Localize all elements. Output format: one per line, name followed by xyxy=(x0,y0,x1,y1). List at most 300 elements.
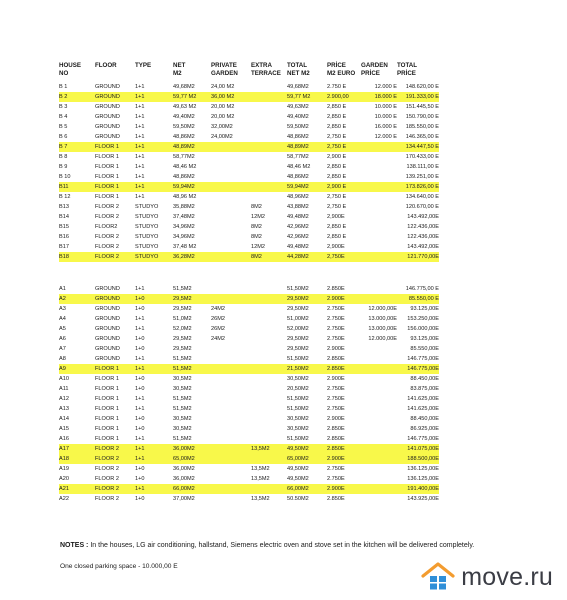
cell-type: 1+1 xyxy=(135,406,145,412)
cell-total: 51,00M2 xyxy=(287,316,309,322)
cell-pm2: 2.750E xyxy=(327,466,345,472)
header-floor: FLOOR xyxy=(95,62,117,69)
cell-gp xyxy=(361,142,397,152)
cell-net: 36,00M2 xyxy=(173,476,195,482)
cell-terrace: 8M2 xyxy=(251,224,262,230)
cell-terrace xyxy=(251,284,287,294)
cell-total: 48,46 M2 xyxy=(287,164,311,170)
cell-tp: 146.775,00E xyxy=(397,364,439,374)
cell-type: 1+0 xyxy=(135,294,173,304)
cell-no: A7 xyxy=(59,346,66,352)
cell-total: 30,50M2 xyxy=(287,376,309,382)
cell-terrace xyxy=(251,92,287,102)
cell-tp: 150.790,00 E xyxy=(405,114,439,120)
cell-tp: 185.550,00 E xyxy=(405,124,439,130)
notes-label: NOTES : xyxy=(60,542,89,549)
cell-type: 1+1 xyxy=(135,326,145,332)
cell-no: B15 xyxy=(59,224,69,230)
cell-floor: FLOOR 1 xyxy=(95,386,119,392)
cell-tp: 93.125,00E xyxy=(410,336,439,342)
cell-no: A8 xyxy=(59,356,66,362)
cell-net: 51,5M2 xyxy=(173,436,192,442)
cell-gp xyxy=(361,344,397,354)
cell-no: A1 xyxy=(59,286,66,292)
cell-garden xyxy=(211,294,251,304)
table-row xyxy=(59,112,439,122)
cell-no: B11 xyxy=(59,182,95,192)
cell-gp xyxy=(361,212,397,222)
cell-no: B 7 xyxy=(59,142,95,152)
header-total: TOTAL NET M2 xyxy=(287,62,310,77)
cell-floor: FLOOR 2 xyxy=(95,234,119,240)
cell-type: 1+0 xyxy=(135,346,145,352)
cell-terrace xyxy=(251,142,287,152)
cell-tp: 146.775,00E xyxy=(407,356,439,362)
cell-tp: 143.925,00E xyxy=(407,496,439,502)
table-row xyxy=(59,374,439,384)
watermark-text: move.ru xyxy=(461,562,553,591)
cell-terrace xyxy=(251,192,287,202)
cell-pm2: 2,900 E xyxy=(327,182,361,192)
cell-terrace xyxy=(251,132,287,142)
cell-no: A6 xyxy=(59,336,66,342)
cell-tp: 141.625,00E xyxy=(407,406,439,412)
cell-pm2: 2,900E xyxy=(327,214,345,220)
table-row xyxy=(59,464,439,474)
cell-net: 29,5M2 xyxy=(173,306,192,312)
cell-total: 49,48M2 xyxy=(287,214,309,220)
cell-total: 51,50M2 xyxy=(287,286,309,292)
table-row xyxy=(59,304,439,314)
cell-net: 48,86M2 xyxy=(173,174,195,180)
cell-no: B 4 xyxy=(59,114,68,120)
cell-gp xyxy=(361,494,397,504)
cell-net: 48,86M2 xyxy=(173,134,195,140)
cell-floor: GROUND xyxy=(95,306,120,312)
cell-gp: 16.000 E xyxy=(374,124,397,130)
cell-net: 59,50M2 xyxy=(173,124,195,130)
cell-net: 37,00M2 xyxy=(173,496,195,502)
cell-tp: 146.775,00 E xyxy=(405,286,439,292)
cell-total: 51,50M2 xyxy=(287,406,309,412)
cell-tp: 88.450,00E xyxy=(410,376,439,382)
cell-garden xyxy=(211,404,251,414)
cell-type: 1+1 xyxy=(135,134,145,140)
cell-no: A18 xyxy=(59,454,95,464)
cell-floor: GROUND xyxy=(95,92,135,102)
cell-total: 29,50M2 xyxy=(287,294,327,304)
cell-type: 1+0 xyxy=(135,336,145,342)
cell-garden: 24,00 M2 xyxy=(211,84,235,90)
cell-gp xyxy=(361,192,397,202)
notes xyxy=(60,542,474,549)
cell-terrace xyxy=(251,484,287,494)
cell-floor: GROUND xyxy=(95,346,120,352)
cell-no: A16 xyxy=(59,436,69,442)
cell-garden xyxy=(211,182,251,192)
cell-floor: GROUND xyxy=(95,356,120,362)
cell-no: A3 xyxy=(59,306,66,312)
cell-pm2: 2.850E xyxy=(327,436,345,442)
header-tp: TOTAL PRİCE xyxy=(397,62,418,77)
cell-no: A20 xyxy=(59,476,69,482)
cell-pm2: 2.750E xyxy=(327,336,345,342)
cell-no: A15 xyxy=(59,426,69,432)
cell-type: 1+0 xyxy=(135,416,145,422)
cell-gp xyxy=(361,294,397,304)
cell-type: 1+1 xyxy=(135,154,145,160)
cell-garden xyxy=(211,202,251,212)
cell-terrace xyxy=(251,324,287,334)
cell-floor: GROUND xyxy=(95,134,120,140)
cell-net: 51,5M2 xyxy=(173,406,192,412)
table-row xyxy=(59,242,439,252)
cell-floor: FLOOR 2 xyxy=(95,484,135,494)
cell-total: 48,96M2 xyxy=(287,194,309,200)
cell-terrace xyxy=(251,182,287,192)
cell-pm2: 2.850E xyxy=(327,364,361,374)
cell-gp xyxy=(361,354,397,364)
cell-floor: FLOOR 1 xyxy=(95,406,119,412)
cell-pm2: 2,900 E xyxy=(327,154,347,160)
cell-pm2: 2.900E xyxy=(327,484,361,494)
cell-type: 1+1 xyxy=(135,454,173,464)
cell-pm2: 2.900E xyxy=(327,376,345,382)
cell-tp: 143.492,00E xyxy=(407,244,439,250)
cell-floor: GROUND xyxy=(95,336,120,342)
cell-total: 65,00M2 xyxy=(287,454,327,464)
table-row xyxy=(59,202,439,212)
cell-terrace xyxy=(251,172,287,182)
cell-no: A4 xyxy=(59,316,66,322)
cell-pm2: 2.900E xyxy=(327,416,345,422)
cell-net: 48,89M2 xyxy=(173,142,211,152)
cell-total: 51,50M2 xyxy=(287,436,309,442)
cell-terrace: 13,5M2 xyxy=(251,476,270,482)
cell-net: 49,63 M2 xyxy=(173,104,197,110)
cell-total: 44,28M2 xyxy=(287,252,327,262)
cell-pm2: 2.750E xyxy=(327,386,345,392)
cell-terrace xyxy=(251,304,287,314)
cell-no: B 3 xyxy=(59,104,68,110)
cell-no: B 12 xyxy=(59,194,71,200)
table-row xyxy=(59,294,439,304)
cell-pm2: 2.900E xyxy=(327,294,361,304)
cell-net: 48,46 M2 xyxy=(173,164,197,170)
table-row xyxy=(59,314,439,324)
table-row xyxy=(59,444,439,454)
cell-type: 1+1 xyxy=(135,484,173,494)
cell-garden xyxy=(211,162,251,172)
cell-terrace xyxy=(251,152,287,162)
cell-type: 1+1 xyxy=(135,92,173,102)
cell-net: 30,5M2 xyxy=(173,386,192,392)
cell-terrace: 13,5M2 xyxy=(251,496,270,502)
cell-tp: 93.125,00E xyxy=(410,306,439,312)
table-row xyxy=(59,122,439,132)
cell-no: A9 xyxy=(59,364,95,374)
table-row xyxy=(59,454,439,464)
cell-tp: 148.620,00 E xyxy=(405,84,439,90)
cell-total: 51,50M2 xyxy=(287,396,309,402)
cell-pm2: 2.850E xyxy=(327,286,345,292)
cell-type: 1+0 xyxy=(135,306,145,312)
header-terrace: EXTRA TERRACE xyxy=(251,62,281,77)
cell-type: 1+1 xyxy=(135,356,145,362)
cell-total: 49,48M2 xyxy=(287,244,309,250)
cell-garden xyxy=(211,222,251,232)
table-row xyxy=(59,394,439,404)
cell-total: 50.50M2 xyxy=(287,496,309,502)
cell-gp xyxy=(361,202,397,212)
cell-pm2: 2,850 E xyxy=(327,114,347,120)
cell-total: 20,50M2 xyxy=(287,386,309,392)
cell-terrace xyxy=(251,122,287,132)
cell-type: STUDYO xyxy=(135,214,159,220)
cell-floor: FLOOR 1 xyxy=(95,154,119,160)
cell-floor: GROUND xyxy=(95,316,120,322)
cell-gp xyxy=(361,232,397,242)
cell-floor: GROUND xyxy=(95,114,120,120)
cell-garden xyxy=(211,242,251,252)
cell-gp: 10.000 E xyxy=(374,104,397,110)
cell-gp xyxy=(361,242,397,252)
cell-terrace: 13,5M2 xyxy=(251,444,287,454)
cell-total: 48,86M2 xyxy=(287,134,309,140)
cell-terrace xyxy=(251,334,287,344)
table-row xyxy=(59,484,439,494)
cell-tp: 88.450,00E xyxy=(410,416,439,422)
table-row xyxy=(59,102,439,112)
cell-net: 36,00M2 xyxy=(173,444,211,454)
cell-total: 48,86M2 xyxy=(287,174,309,180)
cell-terrace xyxy=(251,374,287,384)
cell-tp: 136.125,00E xyxy=(407,466,439,472)
cell-tp: 139.251,00 E xyxy=(405,174,439,180)
cell-total: 42,96M2 xyxy=(287,224,309,230)
cell-tp: 136.125,00E xyxy=(407,476,439,482)
cell-gp xyxy=(361,364,397,374)
cell-total: 58,77M2 xyxy=(287,154,309,160)
cell-type: STUDYO xyxy=(135,204,159,210)
table-row xyxy=(59,414,439,424)
cell-floor: FLOOR 1 xyxy=(95,426,119,432)
cell-floor: FLOOR 2 xyxy=(95,496,119,502)
cell-terrace: 12M2 xyxy=(251,214,265,220)
cell-floor: FLOOR 1 xyxy=(95,174,119,180)
cell-garden: 32,00M2 xyxy=(211,124,233,130)
cell-total: 49,50M2 xyxy=(287,444,327,454)
table-row xyxy=(59,222,439,232)
cell-pm2: 2.750E xyxy=(327,326,345,332)
table-row xyxy=(59,82,439,92)
table-row xyxy=(59,132,439,142)
cell-gp xyxy=(361,404,397,414)
cell-gp xyxy=(361,252,397,262)
cell-total: 29,50M2 xyxy=(287,306,309,312)
cell-gp xyxy=(361,394,397,404)
cell-terrace: 12M2 xyxy=(251,244,265,250)
cell-terrace xyxy=(251,434,287,444)
cell-floor: GROUND xyxy=(95,326,120,332)
cell-tp: 173.826,00 E xyxy=(397,182,439,192)
cell-type: 1+1 xyxy=(135,436,145,442)
cell-net: 37,48M2 xyxy=(173,214,195,220)
cell-no: B18 xyxy=(59,252,95,262)
cell-floor: FLOOR 1 xyxy=(95,396,119,402)
cell-floor: FLOOR 2 xyxy=(95,214,119,220)
table-row xyxy=(59,92,439,102)
cell-pm2: 2.750E xyxy=(327,316,345,322)
cell-garden: 24,00M2 xyxy=(211,134,233,140)
cell-floor: FLOOR 1 xyxy=(95,416,119,422)
cell-no: A21 xyxy=(59,484,95,494)
cell-tp: 141.075,00E xyxy=(397,444,439,454)
cell-net: 58,77M2 xyxy=(173,154,195,160)
cell-pm2: 2.750 E xyxy=(327,84,347,90)
table-row xyxy=(59,284,439,294)
table-row xyxy=(59,212,439,222)
cell-net: 66,00M2 xyxy=(173,484,211,494)
cell-gp xyxy=(361,284,397,294)
cell-garden xyxy=(211,284,251,294)
cell-garden xyxy=(211,394,251,404)
cell-gp xyxy=(361,384,397,394)
cell-floor: FLOOR 2 xyxy=(95,454,135,464)
cell-gp xyxy=(361,474,397,484)
watermark-logo xyxy=(421,562,553,592)
cell-floor: FLOOR 1 xyxy=(95,364,135,374)
cell-total: 49,40M2 xyxy=(287,114,309,120)
cell-total: 21,50M2 xyxy=(287,364,327,374)
cell-net: 37,48 M2 xyxy=(173,244,197,250)
cell-pm2: 2,850 E xyxy=(327,174,347,180)
cell-tp: 143.492,00E xyxy=(407,214,439,220)
cell-gp xyxy=(361,434,397,444)
cell-floor: GROUND xyxy=(95,294,135,304)
cell-tp: 120.670,00 E xyxy=(405,204,439,210)
cell-floor: GROUND xyxy=(95,286,120,292)
cell-gp xyxy=(361,484,397,494)
cell-garden xyxy=(211,414,251,424)
cell-pm2: 2,750 E xyxy=(327,194,347,200)
cell-pm2: 2.750E xyxy=(327,396,345,402)
cell-pm2: 2,850 E xyxy=(327,124,347,130)
cell-type: 1+1 xyxy=(135,164,145,170)
cell-net: 65,00M2 xyxy=(173,454,211,464)
table-row xyxy=(59,142,439,152)
cell-no: B 6 xyxy=(59,134,68,140)
cell-total: 49,68M2 xyxy=(287,84,309,90)
cell-total: 29,50M2 xyxy=(287,336,309,342)
table-row xyxy=(59,364,439,374)
cell-no: A12 xyxy=(59,396,69,402)
cell-garden xyxy=(211,232,251,242)
cell-type: 1+0 xyxy=(135,426,145,432)
cell-gp xyxy=(361,454,397,464)
cell-total: 49,63M2 xyxy=(287,104,309,110)
cell-terrace xyxy=(251,404,287,414)
cell-tp: 122.436,00E xyxy=(407,234,439,240)
cell-tp: 146.775,00E xyxy=(407,436,439,442)
cell-total: 52,00M2 xyxy=(287,326,309,332)
table-row xyxy=(59,334,439,344)
cell-floor: FLOOR 2 xyxy=(95,204,119,210)
cell-type: 1+0 xyxy=(135,466,145,472)
cell-type: STUDYO xyxy=(135,244,159,250)
cell-tp: 122.436,00E xyxy=(407,224,439,230)
cell-type: 1+1 xyxy=(135,364,173,374)
cell-total: 59,77 M2 xyxy=(287,92,327,102)
cell-garden xyxy=(211,192,251,202)
cell-no: B 5 xyxy=(59,124,68,130)
cell-total: 42,96M2 xyxy=(287,234,309,240)
cell-total: 49,50M2 xyxy=(287,466,309,472)
cell-gp: 18.000 E xyxy=(361,92,397,102)
cell-net: 49,40M2 xyxy=(173,114,195,120)
cell-terrace xyxy=(251,354,287,364)
cell-type: 1+0 xyxy=(135,376,145,382)
cell-net: 34,96M2 xyxy=(173,224,195,230)
cell-type: 1+1 xyxy=(135,142,173,152)
cell-type: 1+1 xyxy=(135,194,145,200)
cell-gp: 12.000,00E xyxy=(368,336,397,342)
table-row xyxy=(59,494,439,504)
cell-pm2: 2,850 E xyxy=(327,104,347,110)
cell-total: 48,89M2 xyxy=(287,142,327,152)
cell-no: B17 xyxy=(59,244,69,250)
cell-gp xyxy=(361,172,397,182)
cell-no: A13 xyxy=(59,406,69,412)
table-row xyxy=(59,162,439,172)
cell-pm2: 2.850E xyxy=(327,444,361,454)
cell-net: 51,5M2 xyxy=(173,286,192,292)
cell-gp: 13.000,00E xyxy=(368,316,397,322)
cell-pm2: 2,850 E xyxy=(327,234,347,240)
cell-terrace xyxy=(251,424,287,434)
cell-garden xyxy=(211,484,251,494)
header-gp: GARDEN PRİCE xyxy=(361,62,388,77)
cell-no: B 2 xyxy=(59,92,95,102)
cell-net: 51,5M2 xyxy=(173,364,211,374)
cell-terrace: 8M2 xyxy=(251,252,287,262)
cell-type: 1+1 xyxy=(135,286,145,292)
header-garden: PRIVATE GARDEN xyxy=(211,62,238,77)
cell-pm2: 2,850 E xyxy=(327,224,347,230)
cell-garden xyxy=(211,152,251,162)
cell-type: 1+1 xyxy=(135,396,145,402)
cell-floor: FLOOR 2 xyxy=(95,466,119,472)
cell-total: 49,50M2 xyxy=(287,476,309,482)
cell-type: 1+1 xyxy=(135,444,173,454)
cell-gp xyxy=(361,152,397,162)
cell-pm2: 2.900,00 xyxy=(327,92,361,102)
cell-pm2: 2.850E xyxy=(327,426,345,432)
cell-garden: 20,00 M2 xyxy=(211,114,235,120)
cell-net: 51,5M2 xyxy=(173,396,192,402)
cell-net: 34,96M2 xyxy=(173,234,195,240)
cell-floor: FLOOR 1 xyxy=(95,436,119,442)
cell-net: 30,5M2 xyxy=(173,416,192,422)
cell-gp: 12.000 E xyxy=(374,84,397,90)
cell-no: B 10 xyxy=(59,174,71,180)
cell-no: A10 xyxy=(59,376,69,382)
cell-terrace xyxy=(251,82,287,92)
cell-garden xyxy=(211,252,251,262)
price-table xyxy=(59,62,439,504)
cell-type: STUDYO xyxy=(135,224,159,230)
cell-no: A5 xyxy=(59,326,66,332)
